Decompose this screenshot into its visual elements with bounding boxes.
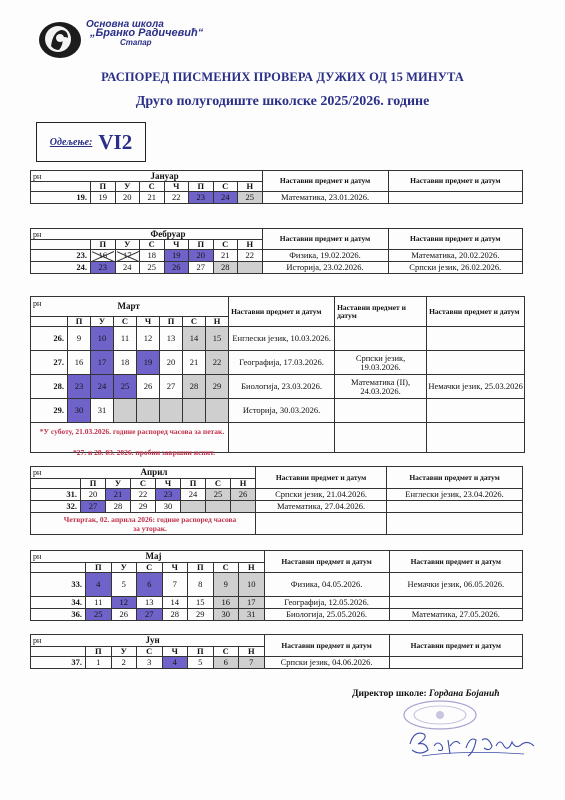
column-header: Наставни предмет и датум: [387, 467, 523, 489]
document-subtitle: Друго полугодиште школске 2025/2026. године: [135, 94, 430, 109]
day-cell: 18: [140, 250, 165, 262]
table-row: [31, 597, 523, 609]
day-cell-highlighted: 26: [164, 262, 189, 274]
month-name: Март: [68, 297, 229, 317]
day-cell-weekend: 29: [206, 375, 229, 399]
day-cell: 8: [188, 573, 214, 597]
subject-cell: Српски језик, 19.03.2026.: [335, 351, 427, 375]
table-january: [30, 170, 523, 204]
subject-cell: Математика, 27.05.2026.: [389, 609, 523, 621]
day-letter: С: [140, 182, 165, 192]
empty-cell: [31, 479, 81, 489]
day-letter: П: [160, 317, 183, 327]
column-header: Наставни предмет и датум: [335, 297, 427, 327]
empty-cell: [256, 513, 387, 535]
table-row: [31, 375, 525, 399]
day-cell: 31: [91, 399, 114, 423]
day-letter: Ч: [164, 182, 189, 192]
day-letter: Ч: [137, 317, 160, 327]
week-number: 23.: [31, 250, 91, 262]
subject-cell: Енглески језик, 10.03.2026.: [229, 327, 335, 351]
day-cell-empty: [183, 399, 206, 423]
day-cell-highlighted: 23: [91, 262, 116, 274]
day-letter: П: [86, 563, 112, 573]
day-letter: С: [140, 240, 165, 250]
subject-cell: Математика, 27.04.2026.: [256, 501, 387, 513]
subject-cell: Српски језик, 21.04.2026.: [256, 489, 387, 501]
day-cell-highlighted: 23: [68, 375, 91, 399]
day-cell: 27: [160, 375, 183, 399]
day-letter: С: [137, 563, 163, 573]
day-cell: 13: [160, 327, 183, 351]
table-row: [31, 399, 525, 423]
day-cell-highlighted: 10: [91, 327, 114, 351]
empty-cell: [31, 647, 86, 657]
subject-cell: [387, 501, 523, 513]
day-letter: П: [81, 479, 106, 489]
subject-cell: Српски језик, 26.02.2026.: [388, 262, 523, 274]
day-cell: 22: [238, 250, 263, 262]
table-row: [31, 573, 523, 597]
column-header: Наставни предмет и датум: [264, 551, 389, 573]
month-name: Април: [81, 467, 256, 479]
class-label: Одељење:: [49, 136, 93, 148]
document-title: РАСПОРЕД ПИСМЕНИХ ПРОВЕРА ДУЖИХ ОД 15 МИНУТА: [101, 70, 464, 84]
day-cell-weekend: 28: [183, 375, 206, 399]
day-cell: 22: [164, 192, 189, 204]
day-cell: 11: [114, 327, 137, 351]
note-march-exam: *27. и 28. 03. 2026. пробни завршни испит.: [72, 448, 216, 457]
day-letter: С: [213, 563, 239, 573]
day-cell-highlighted: 20: [189, 250, 214, 262]
day-letter: П: [91, 182, 116, 192]
subject-cell: [388, 192, 523, 204]
day-cell-weekend: 28: [213, 262, 238, 274]
director-label: Директор школе:: [352, 689, 427, 699]
day-cell-highlighted: 24: [213, 192, 238, 204]
subject-cell: Математика (II), 24.03.2026.: [335, 375, 427, 399]
day-cell: 21: [213, 250, 238, 262]
day-cell-empty: [231, 501, 256, 513]
day-cell-highlighted: 23: [189, 192, 214, 204]
day-cell-empty: [181, 501, 206, 513]
day-letter: Н: [231, 479, 256, 489]
subject-cell: Биологија, 23.03.2026.: [229, 375, 335, 399]
school-name-line1: Основна школа: [86, 19, 164, 30]
day-cell-weekend: 26: [231, 489, 256, 501]
column-header: Наставни предмет и датум: [262, 171, 388, 192]
day-cell-weekend: 7: [239, 657, 265, 669]
day-cell-empty: [114, 399, 137, 423]
day-cell-weekend: 30: [213, 609, 239, 621]
day-cell: 28: [162, 609, 188, 621]
day-cell-weekend: 9: [213, 573, 239, 597]
day-letter: У: [111, 563, 137, 573]
day-cell-highlighted: 4: [162, 657, 188, 669]
day-cell-weekend: 16: [213, 597, 239, 609]
day-letter: П: [91, 240, 116, 250]
day-letter: П: [189, 182, 214, 192]
column-header: Наставни предмет и датум: [262, 229, 388, 250]
day-cell-highlighted: 19: [137, 351, 160, 375]
day-cell: 5: [188, 657, 214, 669]
subject-cell: Физика, 19.02.2026.: [262, 250, 388, 262]
note-march-saturday: *У суботу, 21.03.2026. године распоред часова за петак.: [39, 427, 225, 436]
column-header: Наставни предмет и датум: [388, 171, 523, 192]
subject-cell: Немачки језик, 25.03.2026: [427, 375, 525, 399]
subject-cell: [335, 399, 427, 423]
day-letter: Ч: [164, 240, 189, 250]
day-cell: 12: [137, 327, 160, 351]
class-box: [36, 122, 146, 162]
day-letter: Ч: [162, 647, 188, 657]
day-cell: 26: [137, 375, 160, 399]
empty-cell: [31, 182, 91, 192]
empty-cell: [31, 317, 68, 327]
week-number: 31.: [31, 489, 81, 501]
day-cell: 30: [156, 501, 181, 513]
day-letter: У: [91, 317, 114, 327]
week-number: 29.: [31, 399, 68, 423]
day-cell-weekend: 25: [206, 489, 231, 501]
subject-cell: [427, 351, 525, 375]
subject-cell: Физика, 04.05.2026.: [264, 573, 389, 597]
table-row: [31, 657, 523, 669]
day-cell-highlighted: 23: [156, 489, 181, 501]
day-letter: П: [188, 563, 214, 573]
day-letter: С: [213, 240, 238, 250]
day-cell: 9: [68, 327, 91, 351]
day-cell: 24: [115, 262, 140, 274]
subject-cell: Историја, 23.02.2026.: [262, 262, 388, 274]
day-cell: 25: [140, 262, 165, 274]
rn-label: рн: [31, 171, 91, 182]
empty-cell: [229, 423, 335, 453]
day-letter: С: [213, 647, 239, 657]
day-letter: С: [131, 479, 156, 489]
day-letter: Н: [206, 317, 229, 327]
month-name: Мај: [86, 551, 265, 563]
subject-cell: Немачки језик, 06.05.2026.: [389, 573, 523, 597]
empty-cell: [387, 513, 523, 535]
school-name: [86, 20, 203, 47]
week-number: 37.: [31, 657, 86, 669]
day-letter: С: [206, 479, 231, 489]
day-cell: 20: [115, 192, 140, 204]
day-cell-crossed: 16: [91, 250, 116, 262]
day-cell: 29: [131, 501, 156, 513]
day-cell: 28: [106, 501, 131, 513]
day-letter: П: [188, 647, 214, 657]
column-header: Наставни предмет и датум: [256, 467, 387, 489]
day-cell: 11: [86, 597, 112, 609]
director-line: [352, 689, 500, 699]
month-name: Фебруар: [91, 229, 263, 240]
day-cell: 3: [137, 657, 163, 669]
empty-cell: [31, 563, 86, 573]
day-cell: 29: [188, 609, 214, 621]
rn-label: рн: [31, 229, 91, 240]
day-cell-highlighted: 19: [164, 250, 189, 262]
day-letter: Н: [238, 240, 263, 250]
school-name-line2: „Бранко Радичевић“: [90, 27, 204, 39]
day-cell-weekend: [238, 262, 263, 274]
day-cell: 16: [68, 351, 91, 375]
month-name: Јун: [86, 635, 265, 647]
subject-cell: Математика, 20.02.2026.: [388, 250, 523, 262]
day-cell-highlighted: 25: [86, 609, 112, 621]
month-name: Јануар: [91, 171, 263, 182]
table-row: [31, 501, 523, 513]
subject-cell: [427, 327, 525, 351]
day-cell: 1: [86, 657, 112, 669]
subject-cell: Математика, 23.01.2026.: [262, 192, 388, 204]
empty-cell: [31, 240, 91, 250]
empty-cell: [335, 423, 427, 453]
day-letter: С: [114, 317, 137, 327]
rn-label: рн: [31, 467, 81, 479]
day-cell-empty: [160, 399, 183, 423]
subject-cell: Историја, 30.03.2026.: [229, 399, 335, 423]
day-cell: 7: [162, 573, 188, 597]
day-letter: С: [183, 317, 206, 327]
day-letter: П: [86, 647, 112, 657]
day-letter: С: [137, 647, 163, 657]
day-letter: Н: [238, 182, 263, 192]
week-number: 36.: [31, 609, 86, 621]
day-cell-weekend: 31: [239, 609, 265, 621]
day-cell-highlighted: 6: [137, 573, 163, 597]
day-cell-highlighted: 24: [91, 375, 114, 399]
day-letter: П: [68, 317, 91, 327]
note-april: Четвртак, 02. априла 2026: године распоред часова за уторак.: [63, 515, 237, 533]
table-row: [31, 609, 523, 621]
week-number: 34.: [31, 597, 86, 609]
day-letter: Ч: [156, 479, 181, 489]
week-number: 24.: [31, 262, 91, 274]
day-cell-weekend: 17: [239, 597, 265, 609]
director-name: Гордана Бојанић: [429, 689, 500, 699]
table-row: [31, 351, 525, 375]
week-number: 19.: [31, 192, 91, 204]
week-number: 32.: [31, 501, 81, 513]
subject-cell: [427, 399, 525, 423]
rn-label: рн: [31, 635, 86, 647]
day-cell: 2: [111, 657, 137, 669]
table-june: [30, 634, 523, 669]
column-header: Наставни предмет и датум: [388, 229, 523, 250]
day-letter: П: [189, 240, 214, 250]
week-number: 28.: [31, 375, 68, 399]
day-cell-weekend: 10: [239, 573, 265, 597]
table-may: [30, 550, 523, 621]
subject-cell: Географија, 12.05.2026.: [264, 597, 389, 609]
subject-cell: Географија, 17.03.2026.: [229, 351, 335, 375]
day-cell-empty: [206, 399, 229, 423]
table-row: [31, 327, 525, 351]
column-header: Наставни предмет и датум: [229, 297, 335, 327]
day-cell-highlighted: 27: [137, 609, 163, 621]
day-cell-highlighted: 27: [81, 501, 106, 513]
subject-cell: Српски језик, 04.06.2026.: [264, 657, 389, 669]
director-signature-icon: [404, 726, 544, 760]
day-cell-highlighted: 25: [114, 375, 137, 399]
subject-cell: Енглески језик, 23.04.2026.: [387, 489, 523, 501]
day-cell: 14: [162, 597, 188, 609]
day-cell: 27: [189, 262, 214, 274]
day-cell-highlighted: 12: [111, 597, 137, 609]
day-cell-highlighted: 4: [86, 573, 112, 597]
day-cell-weekend: 15: [206, 327, 229, 351]
day-letter: У: [115, 182, 140, 192]
column-header: Наставни предмет и датум: [389, 635, 523, 657]
day-letter: Н: [239, 647, 265, 657]
day-letter: Н: [239, 563, 265, 573]
empty-cell: [427, 423, 525, 453]
week-number: 26.: [31, 327, 68, 351]
school-name-line3: Стапар: [120, 38, 152, 47]
table-row: [31, 192, 523, 204]
day-cell-empty: [206, 501, 231, 513]
day-cell-weekend: 14: [183, 327, 206, 351]
day-cell-weekend: 6: [213, 657, 239, 669]
day-letter: У: [111, 647, 137, 657]
day-cell-weekend: 25: [238, 192, 263, 204]
day-cell: 21: [183, 351, 206, 375]
day-cell: 18: [114, 351, 137, 375]
table-february: [30, 228, 523, 274]
subject-cell: [335, 327, 427, 351]
subject-cell: Биологија, 25.05.2026.: [264, 609, 389, 621]
day-cell: 5: [111, 573, 137, 597]
day-cell: 21: [140, 192, 165, 204]
day-cell-highlighted: 30: [68, 399, 91, 423]
day-letter: Ч: [162, 563, 188, 573]
column-header: Наставни предмет и датум: [427, 297, 525, 327]
day-cell-crossed: 17: [115, 250, 140, 262]
day-letter: С: [213, 182, 238, 192]
day-cell: 13: [137, 597, 163, 609]
day-cell: 20: [81, 489, 106, 501]
subject-cell: [389, 657, 523, 669]
class-value: VI2: [98, 129, 133, 154]
week-number: 27.: [31, 351, 68, 375]
day-cell: 20: [160, 351, 183, 375]
table-row: [31, 489, 523, 501]
day-cell: 15: [188, 597, 214, 609]
school-logo-icon: [37, 20, 83, 60]
day-letter: П: [181, 479, 206, 489]
day-cell: 22: [131, 489, 156, 501]
day-cell: 26: [111, 609, 137, 621]
day-letter: У: [115, 240, 140, 250]
subject-cell: [389, 597, 523, 609]
column-header: Наставни предмет и датум: [264, 635, 389, 657]
day-cell: 24: [181, 489, 206, 501]
rn-label: рн: [31, 551, 86, 563]
day-cell-highlighted: 17: [91, 351, 114, 375]
table-row: [31, 262, 523, 274]
table-row: [31, 250, 523, 262]
column-header: Наставни предмет и датум: [389, 551, 523, 573]
day-cell: 19: [91, 192, 116, 204]
day-cell-weekend: 22: [206, 351, 229, 375]
week-number: 33.: [31, 573, 86, 597]
day-cell-empty: [137, 399, 160, 423]
day-letter: У: [106, 479, 131, 489]
rn-label: рн: [31, 297, 68, 317]
day-cell-highlighted: 21: [106, 489, 131, 501]
